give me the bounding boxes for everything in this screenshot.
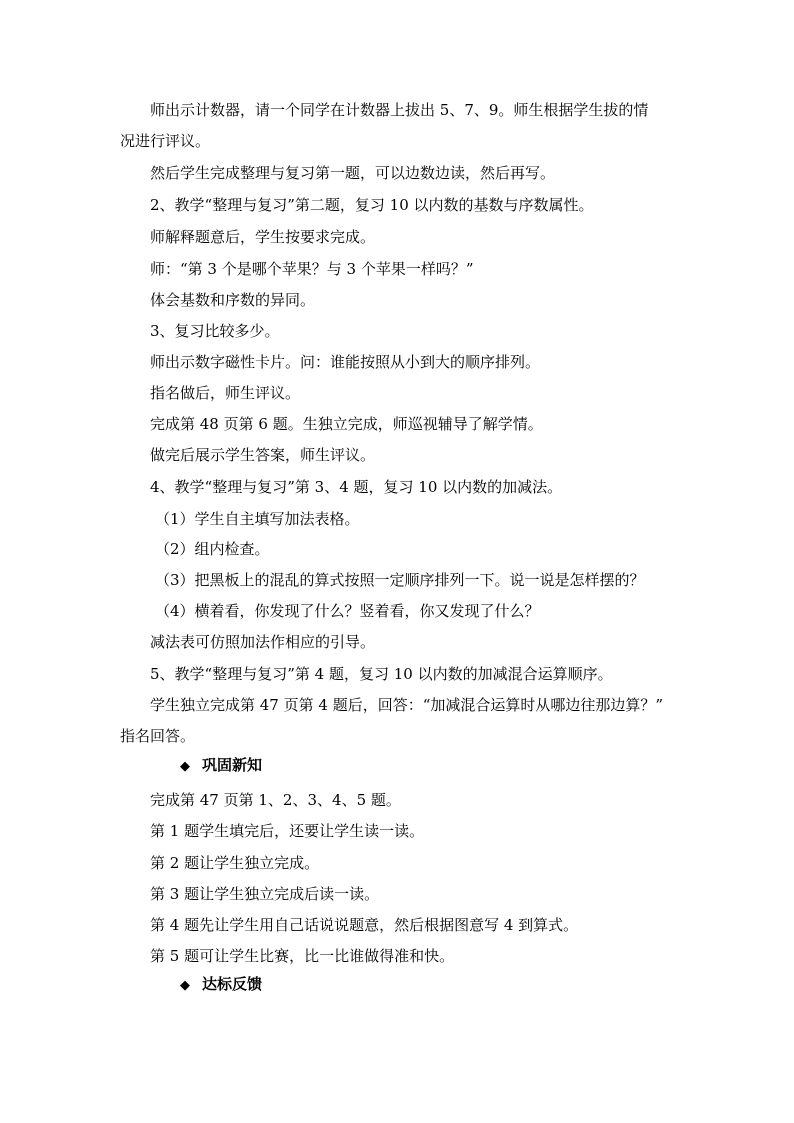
paragraph-line: 师出示数字磁性卡片。问：谁能按照从小到大的顺序排列。 xyxy=(150,353,541,371)
section-heading-consolidate xyxy=(180,755,262,777)
list-item: （4）横着看，你发现了什么？竖着看，你又发现了什么？ xyxy=(155,602,540,620)
list-item: （3）把黑板上的混乱的算式按照一定顺序排列一下。说一说是怎样摆的？ xyxy=(155,571,645,589)
paragraph-line: 师出示计数器，请一个同学在计数器上拔出 5、7、9。师生根据学生拔的情 xyxy=(150,101,649,119)
paragraph-line: 减法表可仿照加法作相应的引导。 xyxy=(150,633,376,651)
paragraph-line: 然后学生完成整理与复习第一题，可以边数边读，然后再写。 xyxy=(150,164,556,182)
paragraph-line: 完成第 47 页第 1、2、3、4、5 题。 xyxy=(150,791,401,809)
paragraph-line: 体会基数和序数的异同。 xyxy=(150,291,316,309)
diamond-bullet-icon: ◆ xyxy=(180,759,190,774)
paragraph-line: 第 1 题学生填完后，还要让学生读一读。 xyxy=(150,822,425,840)
section-heading-feedback xyxy=(180,974,262,996)
paragraph-line: 况进行评议。 xyxy=(120,132,211,150)
paragraph-line: 师：“第 3 个是哪个苹果？与 3 个苹果一样吗？” xyxy=(150,260,474,278)
section-heading-text: 巩固新知 xyxy=(202,756,263,774)
paragraph-line: 完成第 48 页第 6 题。生独立完成，师巡视辅导了解学情。 xyxy=(150,415,543,433)
paragraph-line: 2、教学“整理与复习”第二题，复习 10 以内数的基数与序数属性。 xyxy=(150,196,594,214)
paragraph-line: 第 3 题让学生独立完成后读一读。 xyxy=(150,885,380,903)
paragraph-line: 第 5 题可让学生比赛，比一比谁做得准和快。 xyxy=(150,947,455,965)
paragraph-line: 指名做后，师生评议。 xyxy=(150,384,301,402)
paragraph-line: 第 4 题先让学生用自己话说说题意，然后根据图意写 4 到算式。 xyxy=(150,916,579,934)
paragraph-line: 学生独立完成第 47 页第 4 题后，回答：“加减混合运算时从哪边往那边算？” xyxy=(150,696,664,714)
paragraph-line: 第 2 题让学生独立完成。 xyxy=(150,854,320,872)
diamond-bullet-icon: ◆ xyxy=(180,978,190,993)
paragraph-line: 4、教学“整理与复习”第 3、4 题，复习 10 以内数的加减法。 xyxy=(150,478,563,496)
paragraph-line: 指名回答。 xyxy=(120,727,196,745)
paragraph-line: 3、复习比较多少。 xyxy=(150,322,280,340)
section-heading-text: 达标反馈 xyxy=(202,975,263,993)
paragraph-line: 5、教学“整理与复习”第 4 题，复习 10 以内数的加减混合运算顺序。 xyxy=(150,665,613,683)
paragraph-line: 师解释题意后，学生按要求完成。 xyxy=(150,228,376,246)
paragraph-line: 做完后展示学生答案，师生评议。 xyxy=(150,446,376,464)
list-item: （1）学生自主填写加法表格。 xyxy=(155,510,360,528)
list-item: （2）组内检查。 xyxy=(155,540,270,558)
